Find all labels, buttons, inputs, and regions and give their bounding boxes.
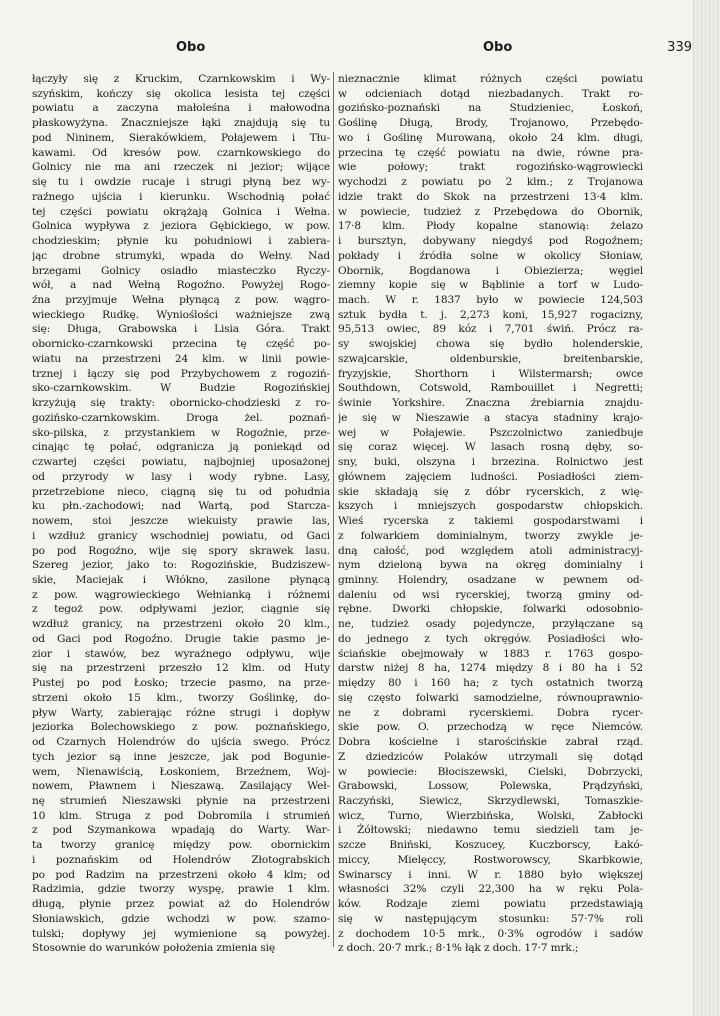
text-line: od Gaci pod Rogoźno. Drugie takie pasmo je-: [32, 632, 330, 645]
text-line: skie składają się z dóbr rycerskich, z wię-: [338, 485, 643, 498]
text-line: pływ Warty, zabierając różne strugi i dopływ: [32, 706, 330, 719]
text-line: gozińsko-poznański na Studzieniec, Łoskoń,: [338, 102, 643, 115]
text-line: powiatu a zaczyna małoleśna i małowodna: [32, 102, 330, 115]
text-line: nieznacznie klimat różnych części powiatu: [338, 73, 643, 85]
text-line: Szereg jezior, jako to: Rogozińskie, Budziszew-: [32, 559, 330, 572]
text-line: do jednego z tych okręgów. Posiadłości wło-: [338, 632, 643, 645]
text-line: ne, tudzież osady pojedyncze, przyłączane są: [338, 618, 643, 631]
text-line: Z dziedziców Polaków utrzymali się dotąd: [338, 750, 643, 763]
text-line: pod Nininem, Sierakówkiem, Połajewem i Tłu-: [32, 131, 330, 144]
text-line: ściańskie obejmowały w 1883 r. 1763 gospo-: [338, 647, 643, 660]
text-line: szyńskim, kończy się okolica lesista tej części: [32, 87, 330, 100]
text-line: obornicko-czarnkowski przecina tę część po-: [32, 338, 330, 351]
text-line: się na przestrzeni przeszło 12 klm. od Huty: [32, 662, 330, 675]
text-line: trznej i łączy się pod Przybychowem z rogoziń-: [32, 367, 330, 380]
text-line: rębne. Dworki chłopskie, folwarki odosobnio-: [338, 603, 643, 616]
text-line: Wieś rycerska z takiemi gospodarstwami i: [338, 515, 643, 528]
text-line: skie, Maciejak i Włókno, zasilone płynącą: [32, 573, 330, 586]
text-line: łączyły się z Kruckim, Czarnkowskim i Wy-: [32, 73, 330, 85]
text-line: w powiecie: Błociszewski, Cielski, Dobrzycki,: [338, 765, 643, 778]
text-line: je się w Nieszawie a stacya stadniny krajo-: [338, 411, 643, 424]
text-line: sny, buki, olszyna i brzezina. Rolnictwo jest: [338, 456, 643, 469]
page-number: 339: [667, 40, 692, 55]
text-line: wiatu na przestrzeni 24 klm. w linii powie-: [32, 352, 330, 365]
text-line: tulski; dopływy jej wymienione są powyżej.: [32, 927, 330, 940]
text-line: i bursztyn, dobywany niegdyś pod Rogoźnem;: [338, 235, 643, 248]
text-line: czwartej części powiatu, najbojniej uposażonej: [32, 456, 330, 469]
text-line: ków. Rodzaje ziemi powiatu przedstawiają: [338, 898, 643, 911]
text-line: źna przyjmuje Wełna płynącą z pow. wągro-: [32, 294, 330, 307]
page-header: [30, 40, 692, 60]
text-line: ziemny kopie się w Bąblinie a torf w Ludo-: [338, 279, 643, 292]
text-line: wie połowy; trakt rogozińsko-wągrowiecki: [338, 161, 643, 174]
text-line: Golnica wypływa z jeziora Gębickiego, w pow.: [32, 220, 330, 233]
text-line: Swinarscy i inni. W r. 1880 było większej: [338, 868, 643, 881]
text-line: nym dzieloną bywa na okręg dominialny i: [338, 559, 643, 572]
text-line: i poznańskim od Holendrów Złotograbskich: [32, 853, 330, 866]
text-line: nę strumień Nieszawski płynie na przestrzeni: [32, 794, 330, 807]
text-line: ta tworzy granicę między pow. obornickim: [32, 839, 330, 852]
text-line: Słoniawskich, gdzie wchodzi w pow. szamo-: [32, 912, 330, 925]
text-line: skie pow. O. przechodzą w ręce Niemców.: [338, 721, 643, 734]
text-line: wzdłuż granicy, na przestrzeni około 20 klm.,: [32, 618, 330, 631]
text-line: szcze Bniński, Koszucey, Kuczborscy, Łakó-: [338, 839, 643, 852]
text-line: z tegoż pow. odpływami jezior, ciągnie się: [32, 603, 330, 616]
text-line: z pod Szymankowa wpadają do Warty. War-: [32, 824, 330, 837]
text-line: z folwarkiem dominialnym, tworzy zwykle je-: [338, 529, 643, 542]
text-line: kawami. Od kresów pow. czarnkowskiego do: [32, 146, 330, 159]
text-line: się często folwarki samodzielne, równouprawnio-: [338, 691, 643, 704]
text-line: ku płn.-zachodowi; nad Wartą, pod Starcza-: [32, 500, 330, 513]
text-line: miccy, Mielęccy, Rostworowscy, Skarbkowie,: [338, 853, 643, 866]
text-line: Goślinę Długą, Brody, Trojanowo, Przebędo-: [338, 117, 643, 130]
page-edge: [693, 0, 720, 1016]
text-line: od Czarnych Holendrów do ujścia swego. Prócz: [32, 736, 330, 749]
text-line: 10 klm. Struga z pod Dobromila i strumień: [32, 809, 330, 822]
text-line: wej w Połajewie. Pszczolnictwo zaniedbuje: [338, 426, 643, 439]
text-line: Obornik, Bogdanowa i Obiezierza; węgiel: [338, 264, 643, 277]
text-line: nowem, stoi jeszcze wiekuisty prawie las,: [32, 515, 330, 528]
text-line: Raczyński, Siewicz, Skrzydlewski, Tomaszkie-: [338, 794, 643, 807]
text-line: tych jezior są inne jeszcze, jak pod Bogunie-: [32, 750, 330, 763]
text-line: idzie trakt do Skok na przestrzeni 13·4 klm.: [338, 190, 643, 203]
text-line: między 80 i 160 ha; z tych ostatnich tworzą: [338, 677, 643, 690]
text-line: Dobra kościelne i starościńskie zabrał rząd.: [338, 736, 643, 749]
text-line: przetrzebione nieco, ciągną się tu od południa: [32, 485, 330, 498]
running-head-left: Obo: [176, 40, 206, 55]
text-line: sko-czarnkowskim. W Budzie Rogozińskiej: [32, 382, 330, 395]
text-line: Southdown, Cotswold, Rambouillet i Negretti;: [338, 382, 643, 395]
text-line: świnie Yorkshire. Znaczna źrebiarnia znajdu-: [338, 397, 643, 410]
text-line: krzyżują się trakty: obornicko-chodzieski z ro-: [32, 397, 330, 410]
text-line: szwajcarskie, oldenburskie, breitenbarskie,: [338, 352, 643, 365]
text-line: płaskowyżyna. Znaczniejsze łąki znajdują się tu: [32, 117, 330, 130]
text-line: cinając tę połać, odgranicza ją poniekąd od: [32, 441, 330, 454]
right-text-column: [338, 72, 643, 956]
text-line: po pod Radzim na przestrzeni około 4 klm; od: [32, 868, 330, 881]
text-line: nowem, Pławnem i Nieszawą. Zasilający Weł-: [32, 780, 330, 793]
text-line: w powiecie, tudzież z Przebędowa do Obornik,: [338, 205, 643, 218]
text-line: wieckiego Rudkę. Wynioślości ważniejsze zwą: [32, 308, 330, 321]
text-line: zior i stawów, bez wyraźnego odpływu, wije: [32, 647, 330, 660]
text-line: dną całość, pod względem atoli administracyj-: [338, 544, 643, 557]
text-line: Grabowski, Lossow, Polewska, Prądzyński,: [338, 780, 643, 793]
text-line: Radzimia, gdzie tworzy wyspę, prawie 1 klm.: [32, 883, 330, 896]
text-line: fryzyjskie, Shorthorn i Wilstermarsh; owce: [338, 367, 643, 380]
text-line: mach. W r. 1837 było w powiecie 124,503: [338, 294, 643, 307]
text-line: daleniu od wsi rycerskiej, tworzą gminy od-: [338, 588, 643, 601]
text-line: od przyrody w lasy i wody rybne. Lasy,: [32, 470, 330, 483]
text-line: i Żółtowski; niedawno temu siedzieli tam je-: [338, 824, 643, 837]
text-line: gminny. Holendry, osadzane w pewnem od-: [338, 573, 643, 586]
text-line: sko-pilska, z przystankiem w Rogoźnie, prze-: [32, 426, 330, 439]
text-line: jąc drobne strumyki, wpada do Wełny. Nad: [32, 249, 330, 262]
text-line: raźnego ujścia i kierunku. Wschodnią połać: [32, 190, 330, 203]
text-line: jeziorka Bolechowskiego z pow. poznańskiego,: [32, 721, 330, 734]
text-line: długą, płynie przez powiat aż do Holendrów: [32, 898, 330, 911]
text-line: kszych i mniejszych gospodarstw chłopskich.: [338, 500, 643, 513]
text-line: ne z dobrami rycerskiemi. Dobra rycer-: [338, 706, 643, 719]
text-line: z doch. 20·7 mrk.; 8·1% łąk z doch. 17·7 mrk.;: [338, 942, 579, 955]
running-head-right: Obo: [483, 40, 513, 55]
text-line: z pow. wągrowieckiego Wełnianką i różnemi: [32, 588, 330, 601]
text-line: przecina tę część powiatu na dwie, równe pra-: [338, 146, 643, 159]
text-line: strzeni około 15 klm., tworzy Goślinkę, do-: [32, 691, 330, 704]
text-line: brzegami Golnicy osiadło miasteczko Ryczy-: [32, 264, 330, 277]
text-line: wychodzi z powiatu po 2 klm.; z Trojanowa: [338, 176, 643, 189]
text-line: sztuk bydła t. j. 2,273 koni, 15,927 rogacizny,: [338, 308, 643, 321]
text-line: 95,513 owiec, 89 kóz i 7,701 świń. Prócz ra-: [338, 323, 643, 336]
text-line: darstw niżej 8 ha, 1274 między 8 i 80 ha i 52: [338, 662, 643, 675]
text-line: sy swojskiej chowa się bydło holenderskie,: [338, 338, 643, 351]
text-line: pokłady i źródła solne w okolicy Słoniaw,: [338, 249, 643, 262]
text-line: się coraz więcej. W lasach rosną dęby, so-: [338, 441, 643, 454]
text-line: głównem zajęciem ludności. Posiadłości ziem-: [338, 470, 643, 483]
column-divider: [333, 72, 334, 947]
text-line: wem, Nienawiścią, Łoskoniem, Brzeźnem, Woj-: [32, 765, 330, 778]
text-line: i wzdłuż granicy wschodniej powiatu, od Gaci: [32, 529, 330, 542]
left-text-column: [32, 72, 330, 956]
text-line: z dochodem 10·5 mrk., 0·3% ogrodów i sadów: [338, 927, 643, 940]
text-line: wicz, Turno, Wierzbińska, Wolski, Zabłocki: [338, 809, 643, 822]
text-line: po pod Rogoźno, wije się spory skrawek lasu.: [32, 544, 330, 557]
text-line: wo i Goślinę Murowaną, około 24 klm. długi,: [338, 131, 643, 144]
text-line: w odcieniach dotąd niezbadanych. Trakt ro-: [338, 87, 643, 100]
text-line: się: Długa, Grabowska i Lisia Góra. Trakt: [32, 323, 330, 336]
text-line: wół, a nad Wełną Rogoźno. Powyżej Rogo-: [32, 279, 330, 292]
text-line: Golnicy nie ma ani rzeczek ni jezior; wijące: [32, 161, 330, 174]
text-line: się tu i owdzie rucaje i strugi płyną bez wy-: [32, 176, 330, 189]
text-line: 17·8 klm. Płody kopalne stanowią: żelazo: [338, 220, 643, 233]
text-line: Stosownie do warunków położenia zmienia się: [32, 942, 276, 955]
text-line: gozińsko-czarnkowskim. Droga żel. poznań-: [32, 411, 330, 424]
text-line: się w następującym stosunku: 57·7% roli: [338, 912, 643, 925]
text-line: własności 32% czyli 22,300 ha w ręku Pola-: [338, 883, 643, 896]
text-line: Pustej po pod Łosko; trzecie pasmo, na prze-: [32, 677, 330, 690]
text-line: chodzieskim; płynie ku południowi i zabiera-: [32, 235, 330, 248]
text-line: tej części powiatu okrążają Golnica i Wełna.: [32, 205, 330, 218]
